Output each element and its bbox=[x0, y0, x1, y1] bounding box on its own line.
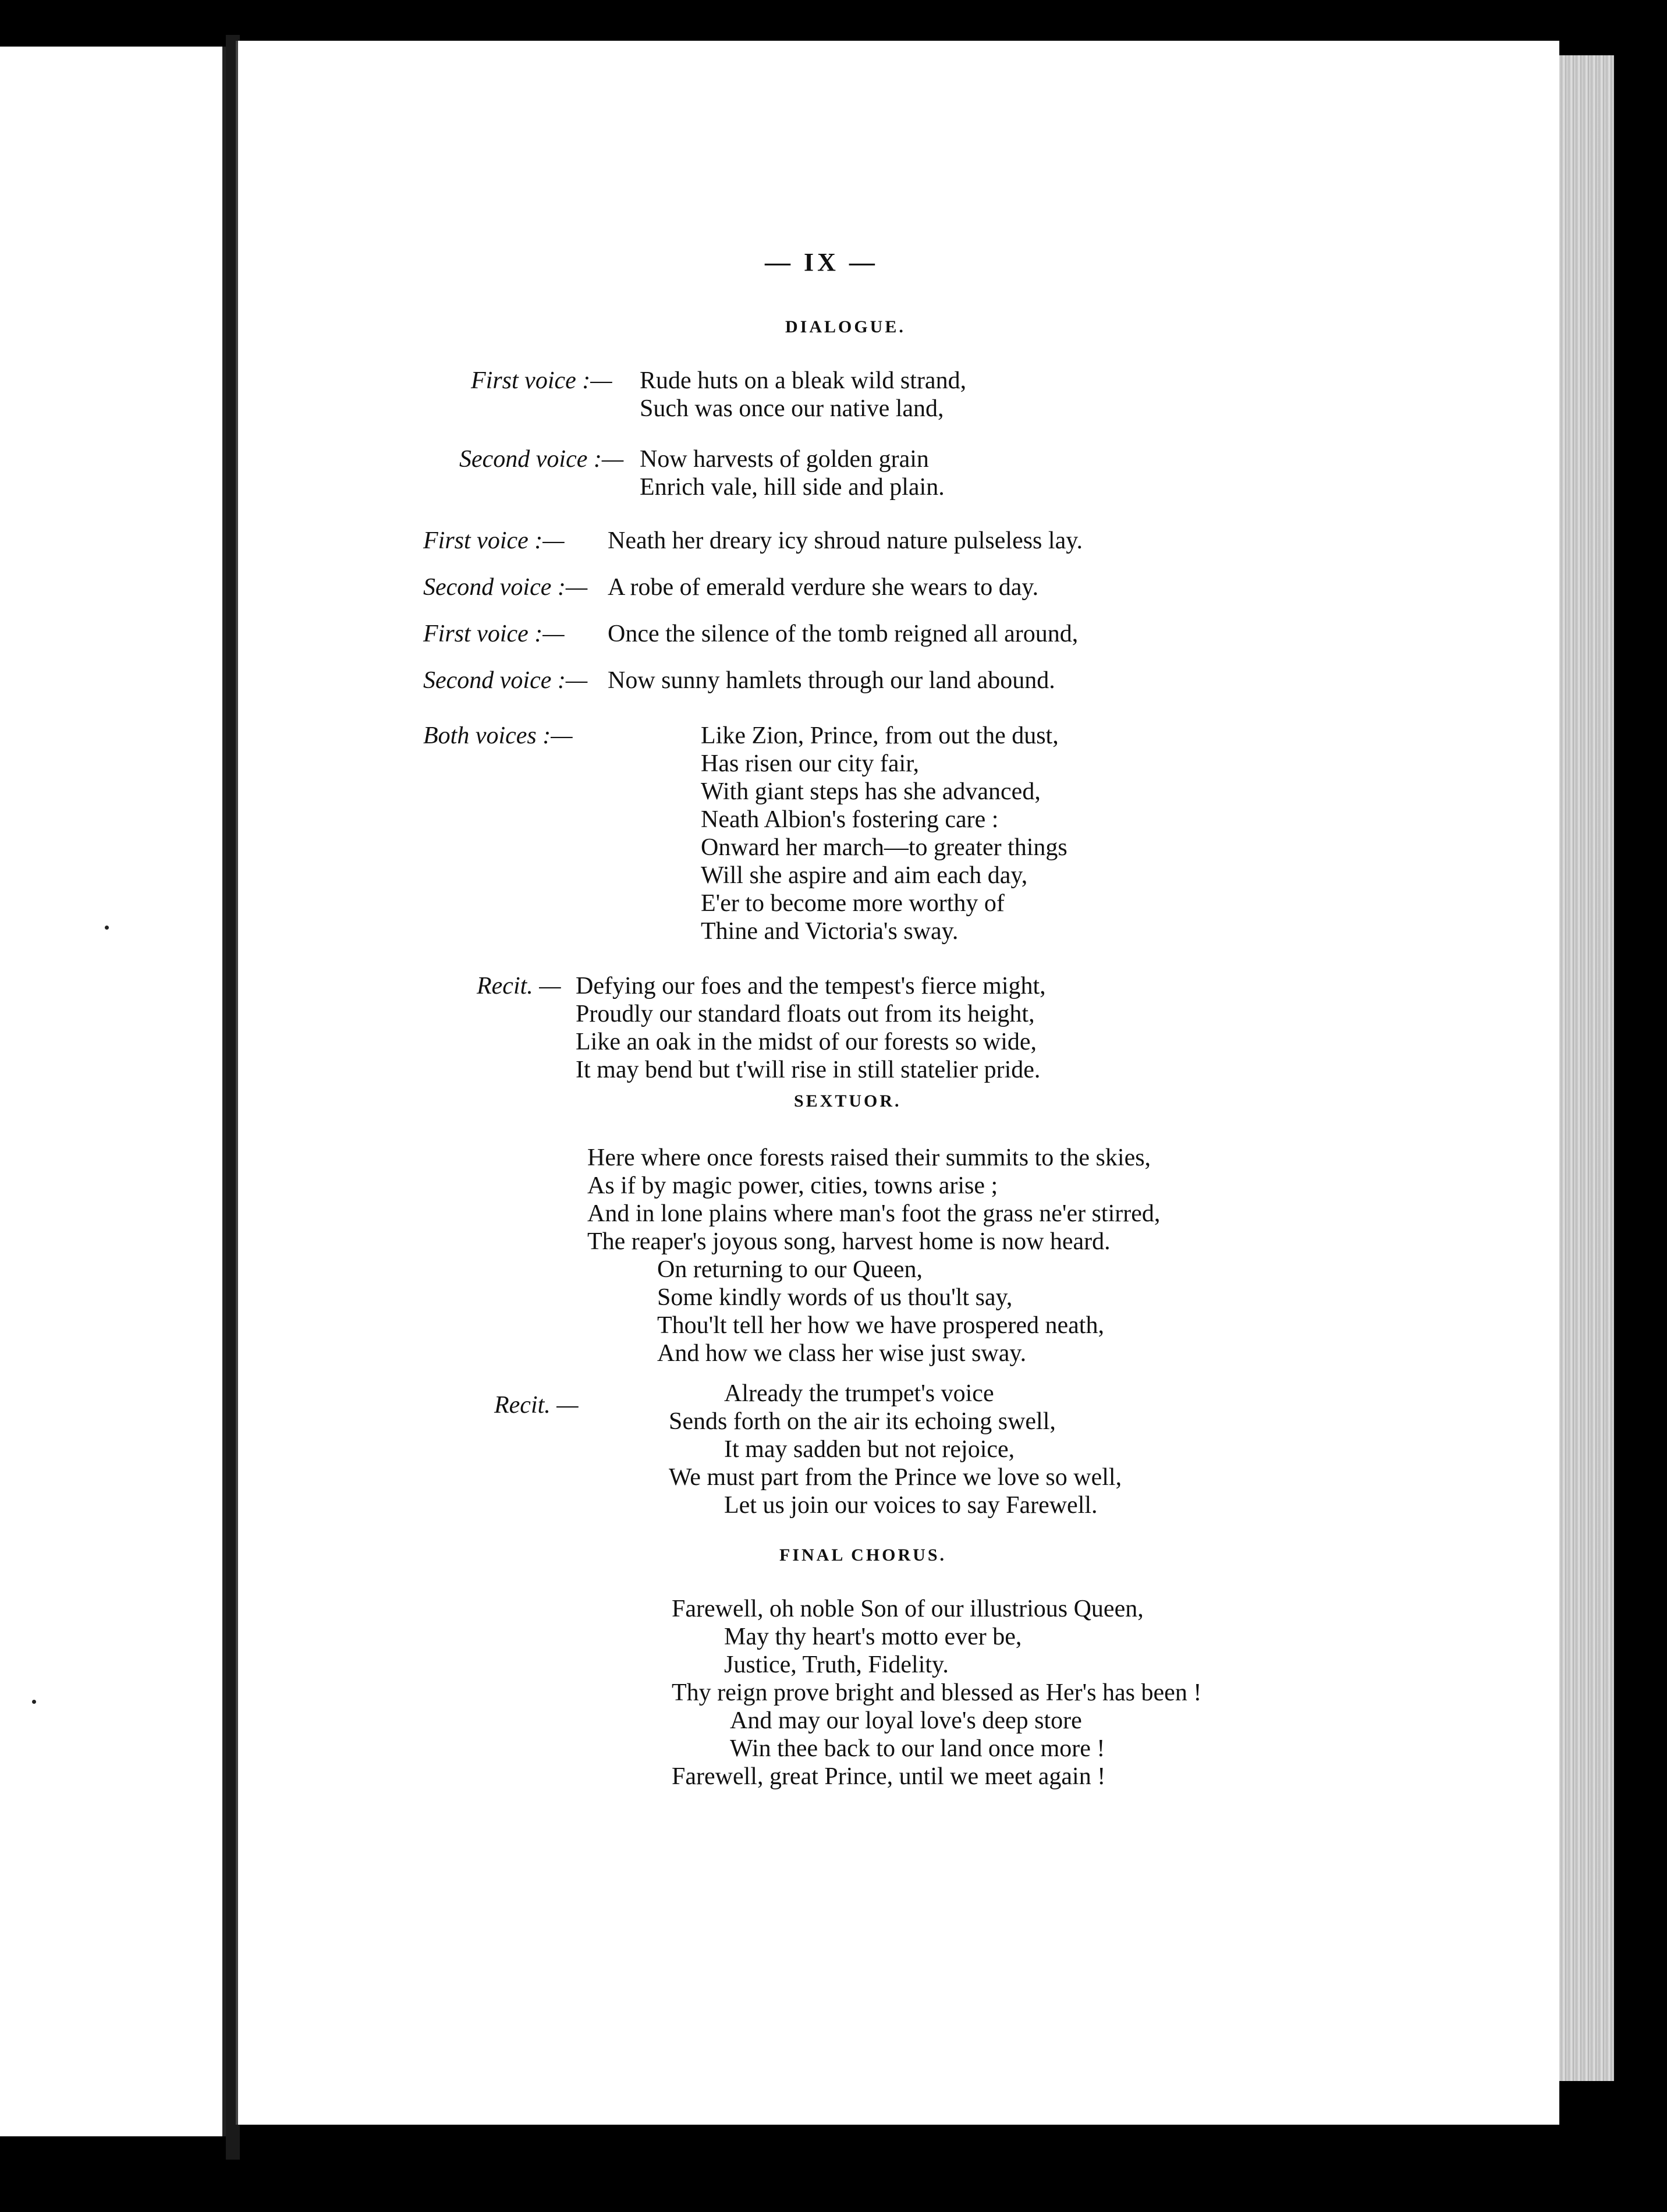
verse-line: Defying our foes and the tempest's fierce might, bbox=[576, 973, 1046, 999]
verse-line: It may bend but t'will rise in still statelier pride. bbox=[576, 1057, 1041, 1083]
verse-line: E'er to become more worthy of bbox=[701, 890, 1005, 917]
speaker-label: Second voice :— bbox=[423, 574, 588, 601]
dialogue-line: Now sunny hamlets through our land abound. bbox=[608, 667, 1055, 694]
speaker-label: First voice :— bbox=[423, 527, 565, 554]
verse-line: Now harvests of golden grain bbox=[640, 446, 929, 473]
verse-line: And may our loyal love's deep store bbox=[730, 1707, 1082, 1734]
sextuor-lines bbox=[587, 1144, 1160, 1367]
page-number: — IX — bbox=[765, 248, 878, 276]
dialogue-lines bbox=[640, 445, 945, 501]
speaker-label: Second voice :— bbox=[459, 446, 624, 473]
verse-line: Sends forth on the air its echoing swell, bbox=[669, 1408, 1056, 1435]
dialogue-heading: DIALOGUE. bbox=[785, 317, 906, 336]
speaker-label: First voice :— bbox=[423, 621, 565, 647]
verse-line: Proudly our standard floats out from its height, bbox=[576, 1001, 1035, 1027]
dialogue-line: A robe of emerald verdure she wears to day. bbox=[608, 574, 1039, 601]
verse-line: The reaper's joyous song, harvest home is now heard. bbox=[587, 1228, 1111, 1255]
verse-line: Already the trumpet's voice bbox=[724, 1380, 994, 1407]
dialogue-line: Once the silence of the tomb reigned all around, bbox=[608, 621, 1079, 647]
verse-line: Thine and Victoria's sway. bbox=[701, 918, 959, 945]
recit-lines bbox=[669, 1380, 1122, 1519]
verse-line: And in lone plains where man's foot the grass ne'er stirred, bbox=[587, 1200, 1161, 1227]
verse-line: Let us join our voices to say Farewell. bbox=[724, 1492, 1098, 1519]
verse-line: Rude huts on a bleak wild strand, bbox=[640, 367, 967, 394]
scan-speck bbox=[32, 1700, 36, 1704]
verse-line: Thou'lt tell her how we have prospered neath, bbox=[657, 1312, 1104, 1339]
verse-line: With giant steps has she advanced, bbox=[701, 778, 1041, 805]
verse-line: Will she aspire and aim each day, bbox=[701, 862, 1028, 889]
speaker-label: Both voices :— bbox=[423, 722, 573, 749]
verse-line: Enrich vale, hill side and plain. bbox=[640, 474, 945, 501]
verse-line: Like an oak in the midst of our forests so wide, bbox=[576, 1029, 1037, 1055]
verse-line: Neath Albion's fostering care : bbox=[701, 806, 999, 833]
verse-line: Some kindly words of us thou'lt say, bbox=[657, 1284, 1013, 1311]
left-page bbox=[0, 47, 226, 2136]
page-edge bbox=[1557, 55, 1614, 2081]
document-page bbox=[236, 41, 1559, 2125]
verse-line: And how we class her wise just sway. bbox=[657, 1340, 1027, 1367]
final-chorus-heading: FINAL CHORUS. bbox=[779, 1545, 947, 1565]
verse-line: Farewell, great Prince, until we meet again ! bbox=[672, 1763, 1106, 1790]
speaker-label: Second voice :— bbox=[423, 667, 588, 694]
verse-line: Like Zion, Prince, from out the dust, bbox=[701, 722, 1059, 749]
verse-line: Win thee back to our land once more ! bbox=[730, 1735, 1105, 1762]
final-chorus-lines bbox=[672, 1595, 1201, 1791]
verse-line: Here where once forests raised their summits to the skies, bbox=[587, 1144, 1151, 1171]
verse-line: Justice, Truth, Fidelity. bbox=[724, 1651, 949, 1678]
both-voices-lines bbox=[701, 722, 1067, 945]
scan-speck bbox=[105, 926, 109, 930]
dialogue-line: Neath her dreary icy shroud nature pulseless lay. bbox=[608, 527, 1083, 554]
speaker-label: Recit. — bbox=[494, 1392, 579, 1419]
verse-line: As if by magic power, cities, towns arise ; bbox=[587, 1172, 998, 1199]
verse-line: Farewell, oh noble Son of our illustrious Queen, bbox=[672, 1596, 1144, 1622]
speaker-label: Recit. — bbox=[477, 973, 561, 999]
verse-line: Such was once our native land, bbox=[640, 395, 944, 422]
verse-line: May thy heart's motto ever be, bbox=[724, 1623, 1022, 1650]
verse-line: Onward her march—to greater things bbox=[701, 834, 1067, 861]
dialogue-lines bbox=[640, 367, 966, 423]
verse-line: Has risen our city fair, bbox=[701, 750, 920, 777]
recit-lines bbox=[576, 972, 1046, 1084]
verse-line: Thy reign prove bright and blessed as Her's has been ! bbox=[672, 1679, 1202, 1706]
verse-line: We must part from the Prince we love so well, bbox=[669, 1464, 1122, 1491]
sextuor-heading: SEXTUOR. bbox=[794, 1091, 902, 1111]
verse-line: On returning to our Queen, bbox=[657, 1256, 923, 1283]
speaker-label: First voice :— bbox=[471, 367, 612, 394]
verse-line: It may sadden but not rejoice, bbox=[724, 1436, 1015, 1463]
